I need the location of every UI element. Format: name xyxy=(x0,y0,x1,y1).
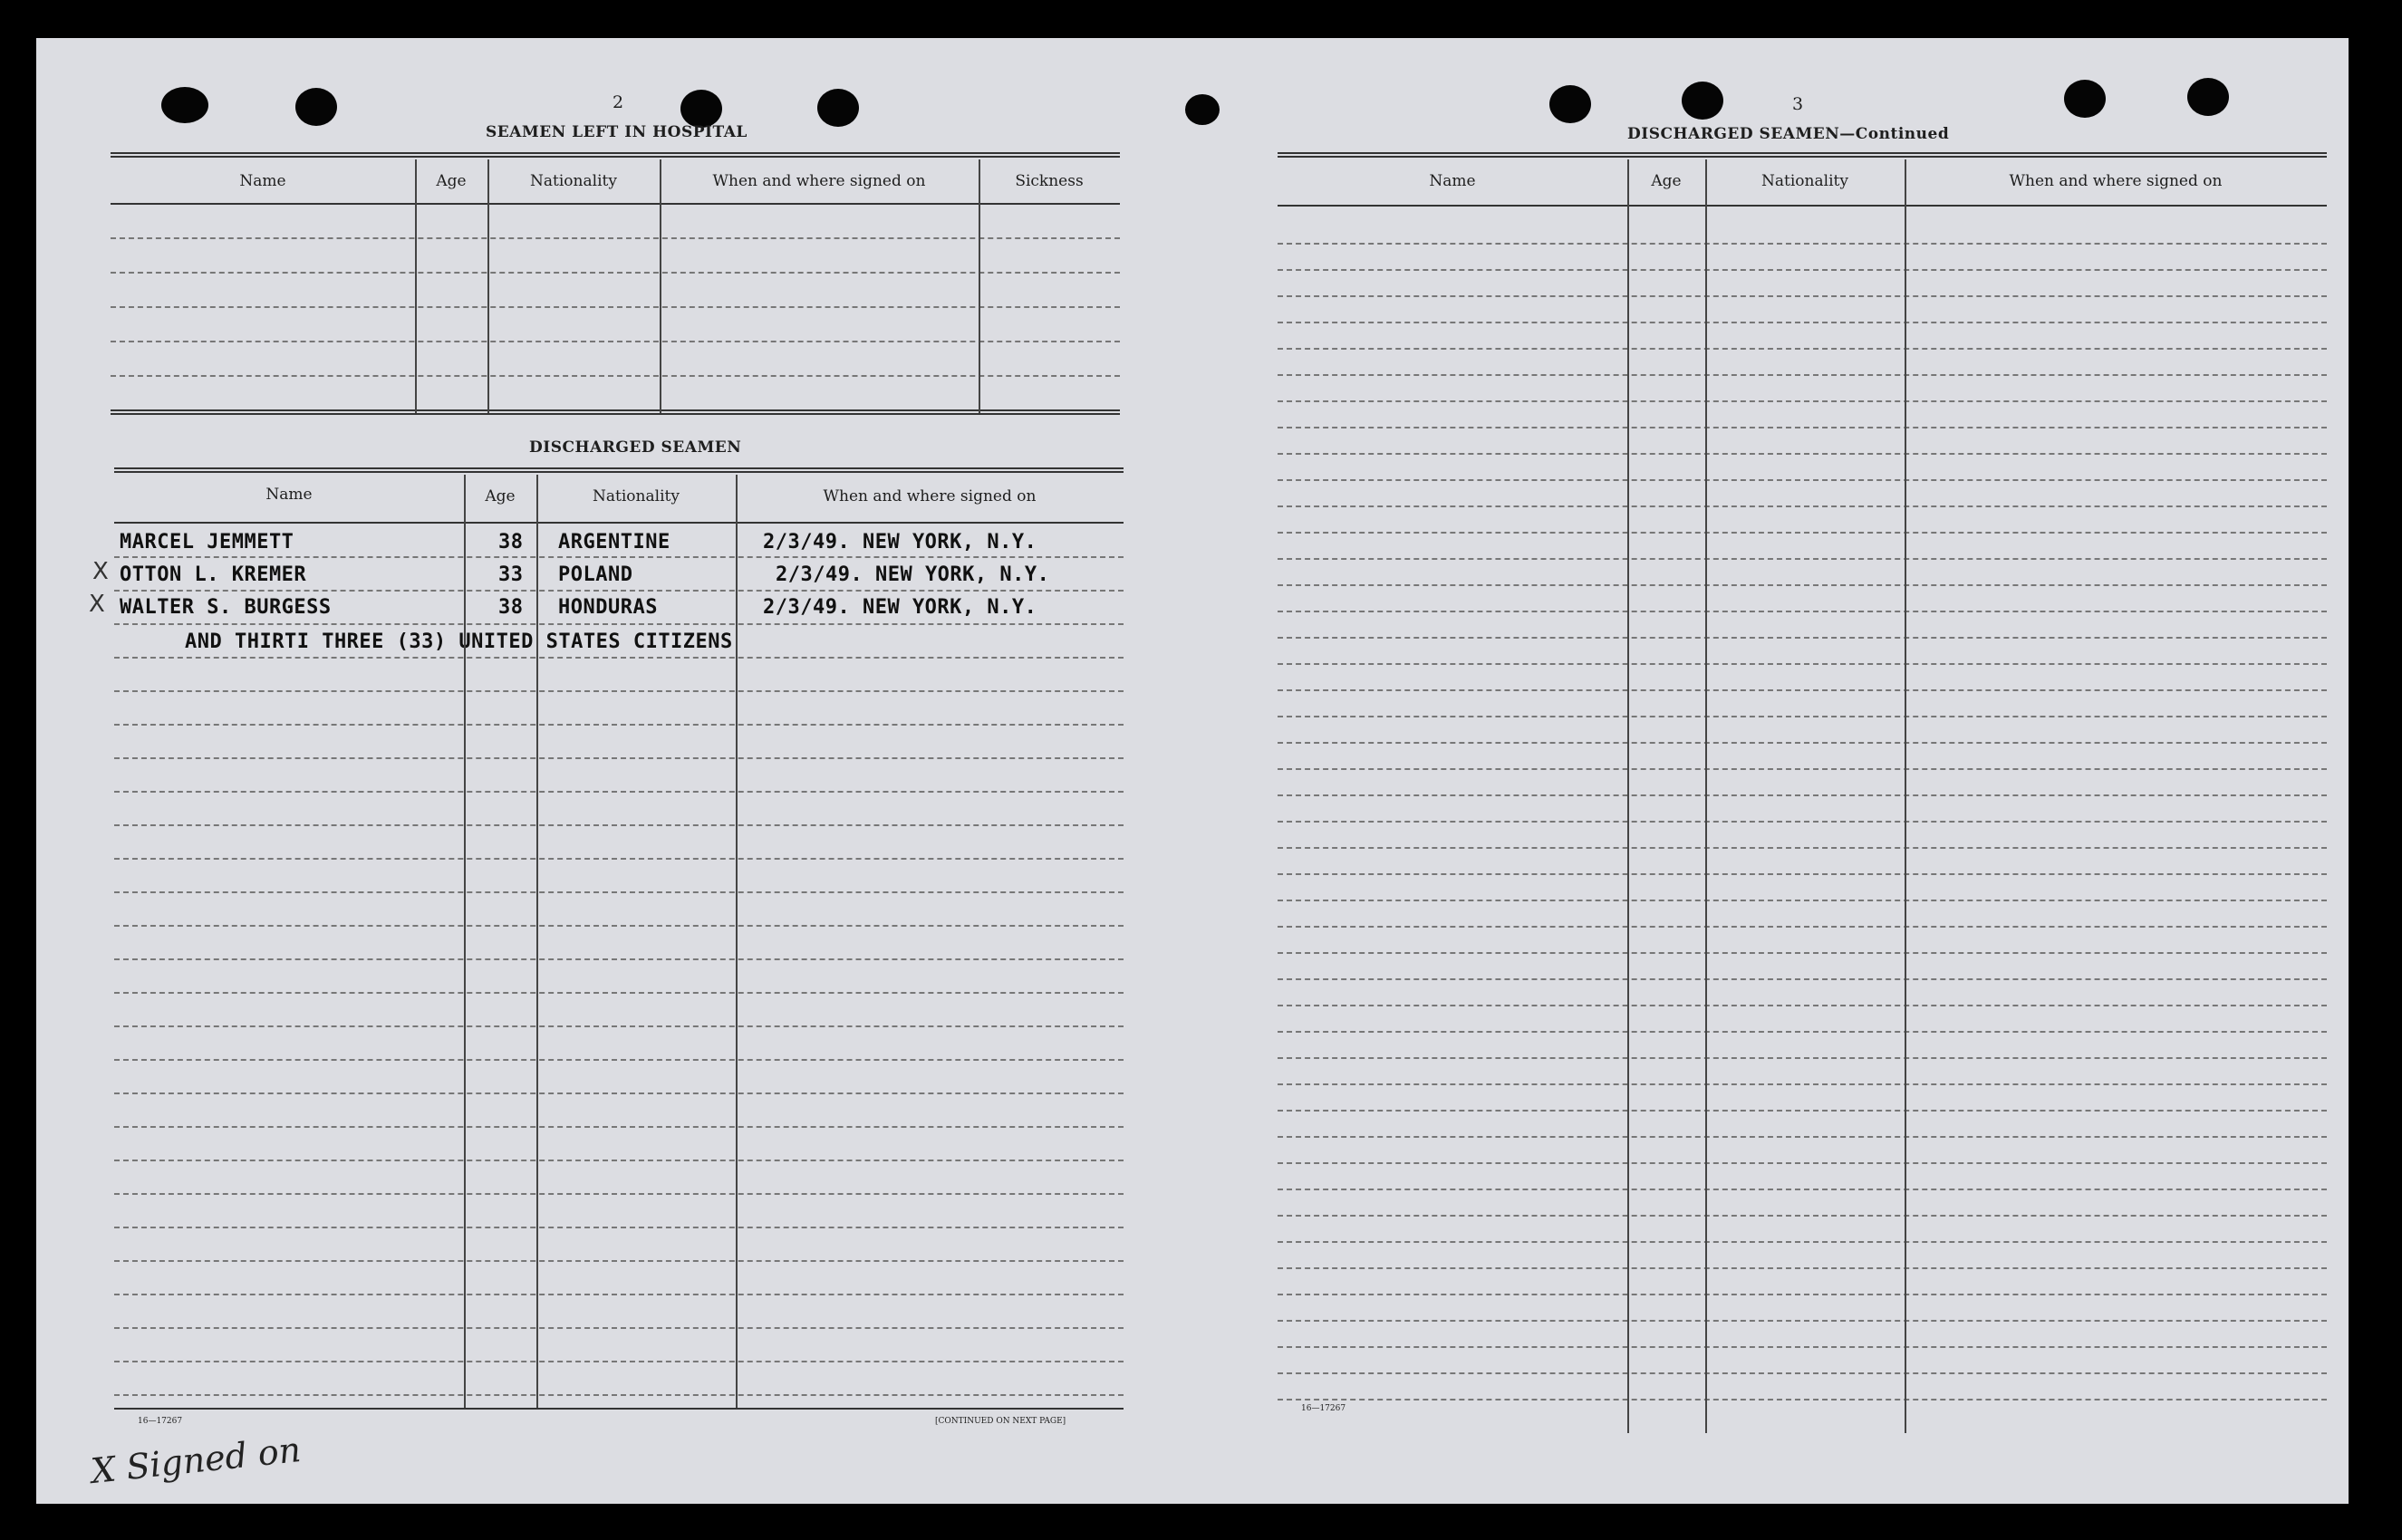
seaman-nationality: HONDURAS xyxy=(558,596,658,619)
ruled-row-line xyxy=(114,1126,1124,1128)
ruled-row-line xyxy=(1278,873,2327,875)
ruled-row-line xyxy=(114,1294,1124,1295)
ruled-row-line xyxy=(1278,479,2327,481)
handwritten-note: X Signed on xyxy=(89,1429,304,1492)
page-number: 3 xyxy=(1792,94,1804,114)
form-number: 16—17267 xyxy=(1301,1404,1346,1413)
ruled-row-line xyxy=(1278,742,2327,744)
ruled-row-line xyxy=(114,757,1124,759)
ruled-row-line xyxy=(1278,900,2327,901)
ruled-row-line xyxy=(1278,1267,2327,1269)
ruled-row-line xyxy=(1278,1162,2327,1164)
seaman-age: 38 xyxy=(498,596,524,619)
hospital-section-title: SEAMEN LEFT IN HOSPITAL xyxy=(486,123,748,141)
ruled-row-line xyxy=(1278,348,2327,350)
ruled-row-line xyxy=(1278,847,2327,849)
ruled-row-line xyxy=(1278,532,2327,534)
ruled-row-line xyxy=(1278,1031,2327,1033)
seaman-age: 38 xyxy=(498,531,524,553)
column-divider xyxy=(660,159,661,413)
col-header-age: Age xyxy=(485,487,516,505)
hospital-table-bottom-rule xyxy=(111,409,1120,415)
citizens-note: AND THIRTI THREE (33) UNITED STATES CITIZENS xyxy=(185,630,733,653)
col-header-nationality: Nationality xyxy=(1761,172,1848,190)
ruled-row-line xyxy=(1278,1136,2327,1138)
ruled-row-line xyxy=(1278,1241,2327,1243)
ruled-row-line xyxy=(1278,1057,2327,1059)
continued-label: [CONTINUED ON NEXT PAGE] xyxy=(935,1417,1066,1426)
ruled-row-line xyxy=(1278,1005,2327,1006)
right-header-rule xyxy=(1278,205,2327,207)
ruled-row-line xyxy=(114,556,1124,558)
seaman-name: OTTON L. KREMER xyxy=(120,563,307,586)
ruled-row-line xyxy=(114,724,1124,726)
ruled-row-line xyxy=(1278,1215,2327,1217)
ruled-row-line xyxy=(1278,453,2327,455)
ruled-row-line xyxy=(114,1260,1124,1262)
document-sheet xyxy=(36,38,2349,1504)
ruled-row-line xyxy=(1278,1320,2327,1322)
ruled-row-line xyxy=(114,1025,1124,1027)
column-divider xyxy=(979,159,980,413)
punch-hole xyxy=(2187,78,2229,116)
ruled-row-line xyxy=(1278,1346,2327,1348)
discharged-table-bottom-rule xyxy=(114,1408,1124,1410)
ruled-row-line xyxy=(1278,295,2327,297)
punch-hole xyxy=(295,88,337,126)
page-number: 2 xyxy=(613,92,624,112)
hospital-row-line xyxy=(111,341,1120,342)
ruled-row-line xyxy=(114,1227,1124,1228)
ruled-row-line xyxy=(114,791,1124,793)
col-header-signed-on: When and where signed on xyxy=(712,172,926,190)
col-header-name: Name xyxy=(239,172,286,190)
column-divider xyxy=(536,475,538,1408)
seaman-nationality: POLAND xyxy=(558,563,633,586)
col-header-signed-on: When and where signed on xyxy=(823,487,1037,505)
column-divider xyxy=(736,475,738,1408)
form-number: 16—17267 xyxy=(138,1417,183,1426)
ruled-row-line xyxy=(1278,427,2327,428)
ruled-row-line xyxy=(1278,1083,2327,1085)
seaman-name: WALTER S. BURGESS xyxy=(120,596,332,619)
ruled-row-line xyxy=(114,1193,1124,1195)
ruled-row-line xyxy=(114,992,1124,994)
seaman-age: 33 xyxy=(498,563,524,586)
ruled-row-line xyxy=(114,1327,1124,1329)
ruled-row-line xyxy=(1278,821,2327,823)
punch-hole xyxy=(680,90,722,128)
ruled-row-line xyxy=(114,690,1124,692)
col-header-age: Age xyxy=(436,172,467,190)
column-divider xyxy=(1627,159,1629,1433)
hospital-header-rule xyxy=(111,203,1120,205)
col-header-sickness: Sickness xyxy=(1015,172,1084,190)
ruled-row-line xyxy=(1278,322,2327,323)
seaman-signed-on: 2/3/49. NEW YORK, N.Y. xyxy=(763,596,1037,619)
col-header-name: Name xyxy=(1429,172,1476,190)
seaman-nationality: ARGENTINE xyxy=(558,531,670,553)
seaman-signed-on: 2/3/49. NEW YORK, N.Y. xyxy=(776,563,1050,586)
ruled-row-line xyxy=(1278,1372,2327,1374)
ruled-row-line xyxy=(1278,374,2327,376)
ruled-row-line xyxy=(114,958,1124,960)
ruled-row-line xyxy=(1278,243,2327,245)
ruled-row-line xyxy=(1278,1189,2327,1190)
punch-hole xyxy=(161,87,208,123)
col-header-age: Age xyxy=(1651,172,1682,190)
column-divider xyxy=(464,475,466,1408)
punch-hole xyxy=(2064,80,2106,118)
ruled-row-line xyxy=(114,858,1124,860)
hospital-row-line xyxy=(111,306,1120,308)
ruled-row-line xyxy=(1278,978,2327,980)
col-header-nationality: Nationality xyxy=(530,172,617,190)
check-mark: X xyxy=(89,591,105,618)
column-divider xyxy=(415,159,417,413)
ruled-row-line xyxy=(114,1092,1124,1094)
hospital-table-top-rule xyxy=(111,152,1120,158)
hospital-row-line xyxy=(111,375,1120,377)
ruled-row-line xyxy=(1278,1294,2327,1295)
col-header-name: Name xyxy=(265,486,313,504)
discharged-section-title: DISCHARGED SEAMEN xyxy=(529,438,742,457)
punch-hole xyxy=(1682,82,1723,120)
discharged-header-rule xyxy=(114,522,1124,524)
discharged-table-top-rule xyxy=(114,467,1124,473)
seaman-name: MARCEL JEMMETT xyxy=(120,531,294,553)
ruled-row-line xyxy=(114,1059,1124,1061)
seaman-signed-on: 2/3/49. NEW YORK, N.Y. xyxy=(763,531,1037,553)
ruled-row-line xyxy=(114,1361,1124,1362)
ruled-row-line xyxy=(1278,505,2327,507)
column-divider xyxy=(1905,159,1906,1433)
ruled-row-line xyxy=(114,590,1124,592)
col-header-signed-on: When and where signed on xyxy=(2009,172,2223,190)
ruled-row-line xyxy=(1278,926,2327,928)
ruled-row-line xyxy=(114,623,1124,625)
ruled-row-line xyxy=(1278,558,2327,560)
column-divider xyxy=(1705,159,1707,1433)
ruled-row-line xyxy=(1278,1399,2327,1400)
hospital-row-line xyxy=(111,237,1120,239)
check-mark: X xyxy=(92,558,109,585)
ruled-row-line xyxy=(114,1160,1124,1161)
ruled-row-line xyxy=(1278,952,2327,954)
ruled-row-line xyxy=(1278,794,2327,796)
ruled-row-line xyxy=(114,925,1124,927)
punch-hole xyxy=(1549,85,1591,123)
ruled-row-line xyxy=(1278,584,2327,586)
ruled-row-line xyxy=(114,657,1124,659)
ruled-row-line xyxy=(1278,716,2327,717)
right-table-top-rule xyxy=(1278,152,2327,158)
column-divider xyxy=(487,159,489,413)
ruled-row-line xyxy=(1278,269,2327,271)
ruled-row-line xyxy=(114,1394,1124,1396)
discharged-continued-title: DISCHARGED SEAMEN—Continued xyxy=(1627,125,1950,143)
ruled-row-line xyxy=(114,824,1124,826)
punch-hole xyxy=(1185,94,1220,125)
ruled-row-line xyxy=(1278,689,2327,691)
hospital-row-line xyxy=(111,272,1120,274)
ruled-row-line xyxy=(1278,1110,2327,1112)
ruled-row-line xyxy=(1278,400,2327,402)
ruled-row-line xyxy=(114,891,1124,893)
ruled-row-line xyxy=(1278,768,2327,770)
ruled-row-line xyxy=(1278,663,2327,665)
punch-hole xyxy=(817,89,859,127)
ruled-row-line xyxy=(1278,611,2327,612)
col-header-nationality: Nationality xyxy=(593,487,680,505)
ruled-row-line xyxy=(1278,637,2327,639)
